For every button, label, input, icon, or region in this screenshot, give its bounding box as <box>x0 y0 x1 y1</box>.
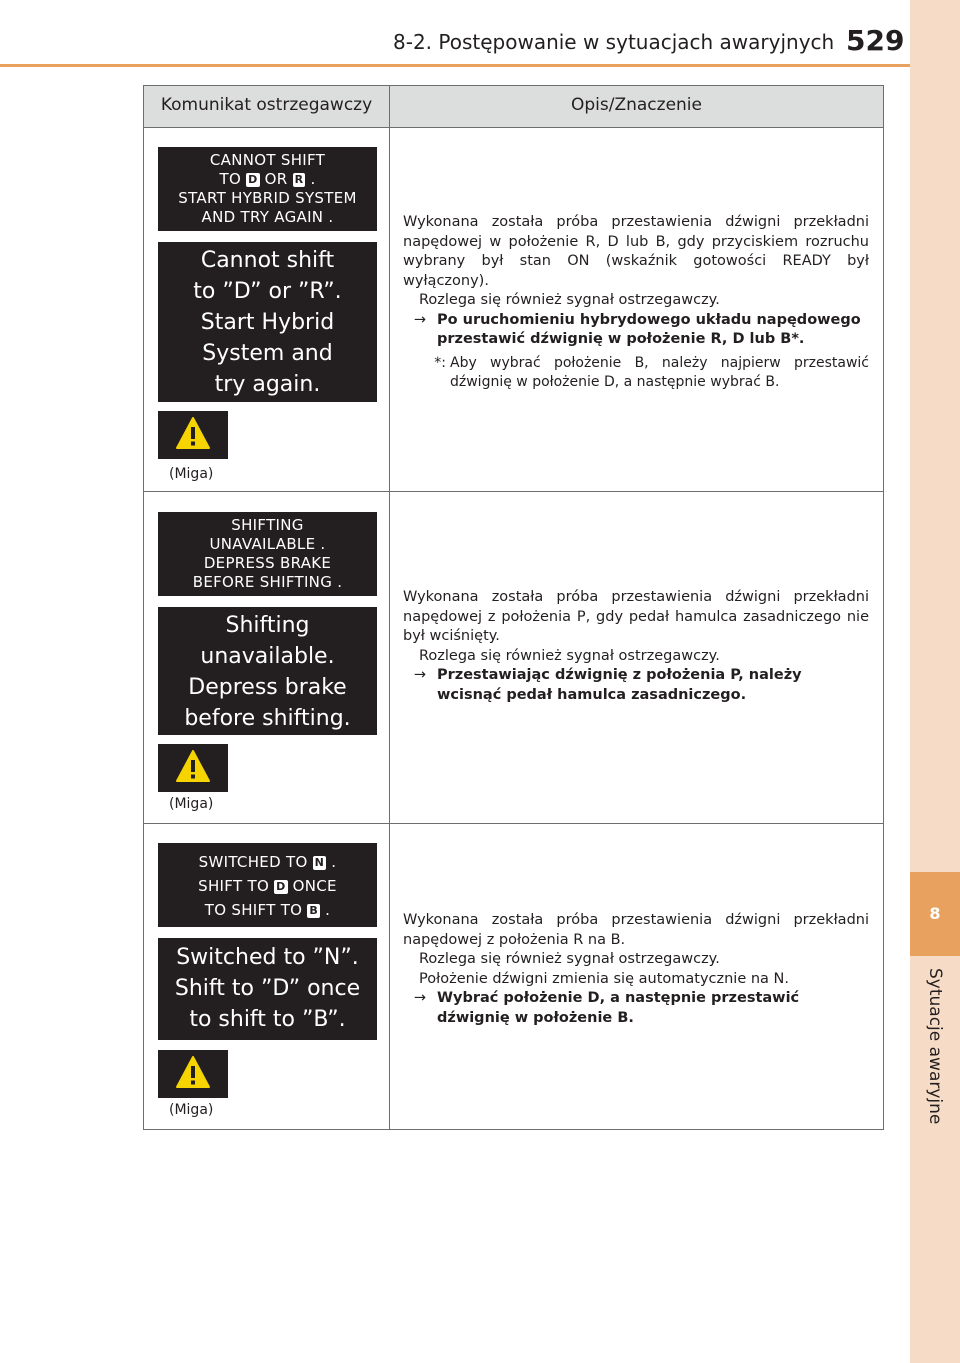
gear-r-icon: R <box>294 173 304 186</box>
footnote: *: Aby wybrać położenie B, należy najpierw przestawić dźwignię w położenie D, a następnie wybrać B. <box>434 354 869 390</box>
description-text: Wykonana została próba przestawienia dźwigni przekładni napędowej z położenia P, gdy pedał hamulca zasadniczego nie był wciśnięty. <box>403 589 869 644</box>
gear-b-icon: B <box>309 904 319 917</box>
blink-label: (Miga) <box>169 466 214 482</box>
chapter-number[interactable]: 8 <box>910 872 960 956</box>
action-item: → Po uruchomieniu hybrydowego układu napędowego przestawić dźwignię w położenie R, D lub B*. <box>403 311 869 350</box>
column-header-description: Opis/Znaczenie <box>570 95 702 115</box>
multi-info-display-caps: SHIFTING UNAVAILABLE . DEPRESS BRAKE BEFORE SHIFTING . <box>158 512 377 596</box>
gear-d-icon: D <box>276 880 286 893</box>
multi-info-display-caps: CANNOT SHIFT TO D OR R . START HYBRID SYSTEM AND TRY AGAIN . <box>158 147 377 231</box>
multi-info-display-text: Switched to ”N”. Shift to ”D” once to shift to ”B”. <box>158 938 377 1040</box>
warning-triangle-icon <box>158 744 228 792</box>
sound-note: Rozlega się również sygnał ostrzegawczy. <box>419 292 720 308</box>
header-rule <box>0 64 910 67</box>
table-row <box>144 824 883 1129</box>
multi-info-display-text: Cannot shift to ”D” or ”R”. Start Hybrid System and try again. <box>158 242 377 402</box>
gear-d-icon: D <box>248 173 258 186</box>
message-cell <box>144 492 390 823</box>
blink-label: (Miga) <box>169 796 214 812</box>
description-text: Wykonana została próba przestawienia dźwigni przekładni napędowej z położenia R na B. <box>403 912 869 948</box>
sound-note: Rozlega się również sygnał ostrzegawczy. <box>419 647 720 664</box>
section-title: 8-2. Postępowanie w sytuacjach awaryjnych <box>393 30 835 54</box>
side-strip <box>910 0 960 1363</box>
gear-n-icon: N <box>314 856 325 869</box>
warning-triangle-icon <box>158 1050 228 1098</box>
multi-info-display-text: Shifting unavailable. Depress brake before shifting. <box>158 607 377 735</box>
action-item: → Wybrać położenie D, a następnie przestawić dźwignię w położenie B. <box>403 989 869 1028</box>
description-cell <box>403 213 869 393</box>
auto-neutral-note: Położenie dźwigni zmienia się automatycznie na N. <box>419 970 789 987</box>
warning-table <box>143 85 884 1130</box>
column-header-message: Komunikat ostrzegawczy <box>144 86 390 127</box>
message-cell <box>144 824 390 1129</box>
description-cell <box>403 588 869 705</box>
table-header <box>144 86 883 128</box>
arrow-right-icon: → <box>413 990 427 1006</box>
chapter-label: Sytuacje awaryjne <box>925 968 945 1125</box>
description-cell <box>403 911 869 1028</box>
blink-label: (Miga) <box>169 1102 214 1118</box>
message-cell <box>144 127 390 491</box>
warning-triangle-icon <box>158 411 228 459</box>
sound-note: Rozlega się również sygnał ostrzegawczy. <box>419 951 720 967</box>
arrow-right-icon: → <box>413 311 427 328</box>
arrow-right-icon: → <box>413 667 427 683</box>
table-row <box>144 492 883 824</box>
description-text: Wykonana została próba przestawienia dźwigni przekładni napędowej w położenie R, D lub B, gdy przyciskiem rozruchu wybrany był stan ON (wskaźnik gotowości READY był wyłączony). <box>403 214 869 289</box>
page-number: 529 <box>846 24 905 57</box>
multi-info-display-caps: SWITCHED TO N . SHIFT TO D ONCE TO SHIFT TO B . <box>158 843 377 927</box>
action-item: → Przestawiając dźwignię z położenia P, należy wcisnąć pedał hamulca zasadniczego. <box>403 666 869 705</box>
table-row <box>144 127 883 492</box>
